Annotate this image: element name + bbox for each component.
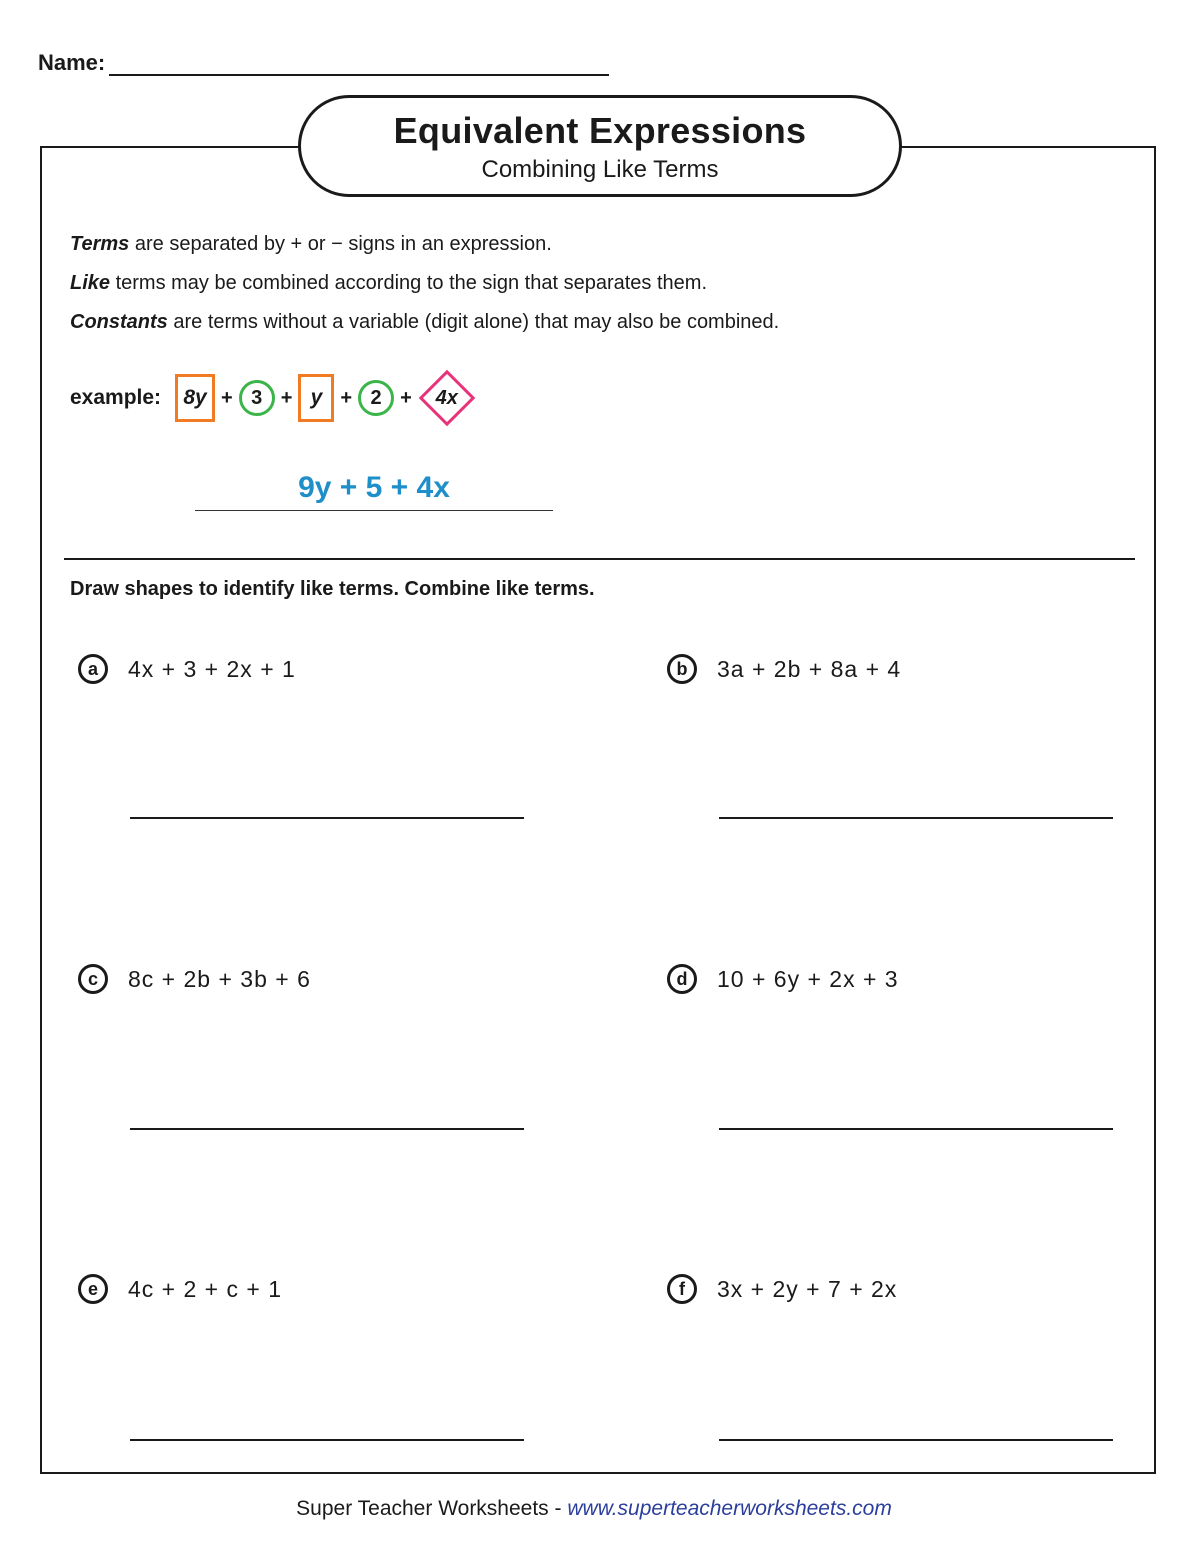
problem-b — [667, 654, 901, 684]
answer-line-a[interactable] — [130, 817, 524, 819]
problem-expression: 8c + 2b + 3b + 6 — [128, 965, 311, 992]
problem-a — [78, 654, 296, 684]
plus-sign: + — [280, 386, 293, 409]
problem-letter-badge: f — [667, 1274, 697, 1304]
example-term: 4x — [435, 386, 458, 409]
footer-brand: Super Teacher Worksheets — [296, 1497, 549, 1520]
answer-line-b[interactable] — [719, 817, 1113, 819]
problem-c — [78, 964, 311, 994]
footer-link[interactable]: www.superteacherworksheets.com — [567, 1497, 892, 1520]
square-shape — [175, 374, 215, 422]
example-term: 8y — [183, 386, 207, 409]
section-divider — [64, 558, 1135, 560]
definition-constants: Constants are terms without a variable (digit alone) that may also be combined. — [70, 311, 780, 333]
definitions — [70, 225, 779, 342]
example-label: example: — [70, 386, 162, 409]
page-subtitle: Combining Like Terms — [481, 156, 719, 183]
example-term: 2 — [370, 386, 382, 409]
plus-sign: + — [340, 386, 353, 409]
square-shape — [298, 374, 334, 422]
answer-line-d[interactable] — [719, 1128, 1113, 1130]
problem-d — [667, 964, 899, 994]
problem-letter-badge: d — [667, 964, 697, 994]
footer-separator: - — [548, 1497, 568, 1520]
name-field — [38, 50, 609, 76]
answer-line-e[interactable] — [130, 1439, 524, 1441]
problem-expression: 4c + 2 + c + 1 — [128, 1275, 283, 1302]
title-banner — [298, 95, 902, 197]
problem-e — [78, 1274, 282, 1304]
diamond-shape — [418, 369, 476, 427]
plus-sign: + — [400, 386, 412, 409]
circle-shape — [239, 380, 275, 416]
answer-line-f[interactable] — [719, 1439, 1113, 1441]
circle-shape — [358, 380, 394, 416]
problem-letter-badge: e — [78, 1274, 108, 1304]
footer — [0, 1497, 1188, 1521]
problem-expression: 4x + 3 + 2x + 1 — [128, 655, 296, 682]
plus-sign: + — [221, 386, 233, 409]
name-label: Name: — [38, 50, 106, 75]
page-title: Equivalent Expressions — [393, 110, 807, 151]
name-input-line[interactable] — [109, 50, 609, 76]
problem-letter-badge: b — [667, 654, 697, 684]
example-term: 3 — [251, 386, 263, 409]
answer-line-c[interactable] — [130, 1128, 524, 1130]
problem-expression: 10 + 6y + 2x + 3 — [717, 965, 899, 992]
example-row — [70, 372, 476, 424]
problem-f — [667, 1274, 897, 1304]
problem-expression: 3a + 2b + 8a + 4 — [717, 655, 902, 682]
instructions: Draw shapes to identify like terms. Combine like terms. — [70, 578, 595, 600]
problem-expression: 3x + 2y + 7 + 2x — [717, 1275, 898, 1302]
problem-letter-badge: a — [78, 654, 108, 684]
example-answer: 9y + 5 + 4x — [195, 468, 553, 511]
definition-terms: Terms are separated by + or − signs in an expression. — [70, 233, 552, 255]
example-term: y — [310, 386, 323, 409]
definition-like: Like terms may be combined according to the sign that separates them. — [70, 272, 708, 294]
problem-letter-badge: c — [78, 964, 108, 994]
